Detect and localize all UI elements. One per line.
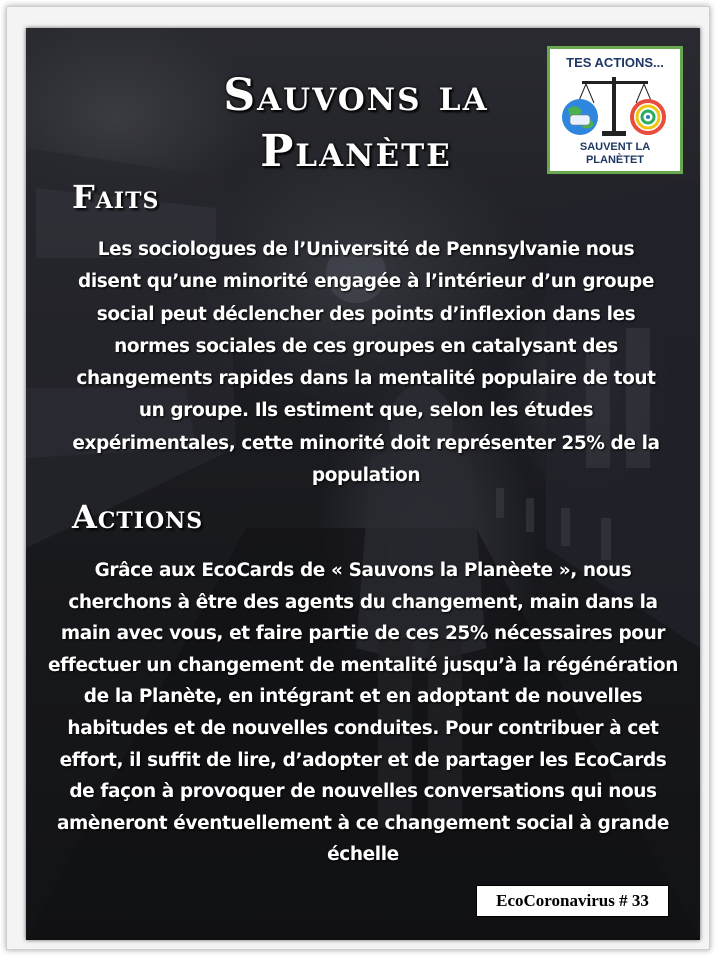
logo-bottom-line-2: PLANÈTET: [585, 154, 645, 166]
card-frame: [6, 6, 710, 950]
faits-heading: Faits: [72, 178, 160, 216]
people-circle-icon: [632, 101, 664, 133]
actions-heading: Actions: [72, 498, 204, 536]
logo-illustration: [558, 73, 672, 139]
logo-bottom-text: [550, 141, 680, 167]
actions-text: Grâce aux EcoCards de « Sauvons la Planèete », nous cherchons à être des agents du changement, main dans la main avec vous, et faire partie de ces 25% nécessaires pour effectuer un changement de mentalité jusqu’à la régénération de la Planète, en intégrant et en adoptant de nouvelles habitudes et de nouvelles conduites. Pour contribuer à cet effort, il suffit de lire, d’adopter et de partager les EcoCards de façon à provoquer de nouvelles conversations qui nous amèneront éventuellement à ce changement social à grande échelle: [48, 560, 678, 866]
logo-box: [547, 46, 683, 174]
page-title: Sauvons la Planète: [223, 70, 489, 177]
logo-bottom-line-1: SAUVENT LA: [579, 141, 651, 153]
eco-card: [26, 28, 700, 940]
card-number-badge: EcoCoronavirus # 33: [476, 885, 669, 917]
earth-with-mask-icon: [562, 99, 598, 135]
faits-text: Les sociologues de l’Université de Pennsylvanie nous disent qu’une minorité engagée à l’intérieur d’un groupe social peut déclencher des points d’inflexion dans les normes sociales de ces groupes en catalysant des changements rapides dans la mentalité populaire de tout un groupe. Ils estiment que, selon les études expérimentales, cette minorité doit représenter 25% de la population: [72, 239, 660, 487]
logo-top-text: TES ACTIONS...: [566, 55, 664, 70]
